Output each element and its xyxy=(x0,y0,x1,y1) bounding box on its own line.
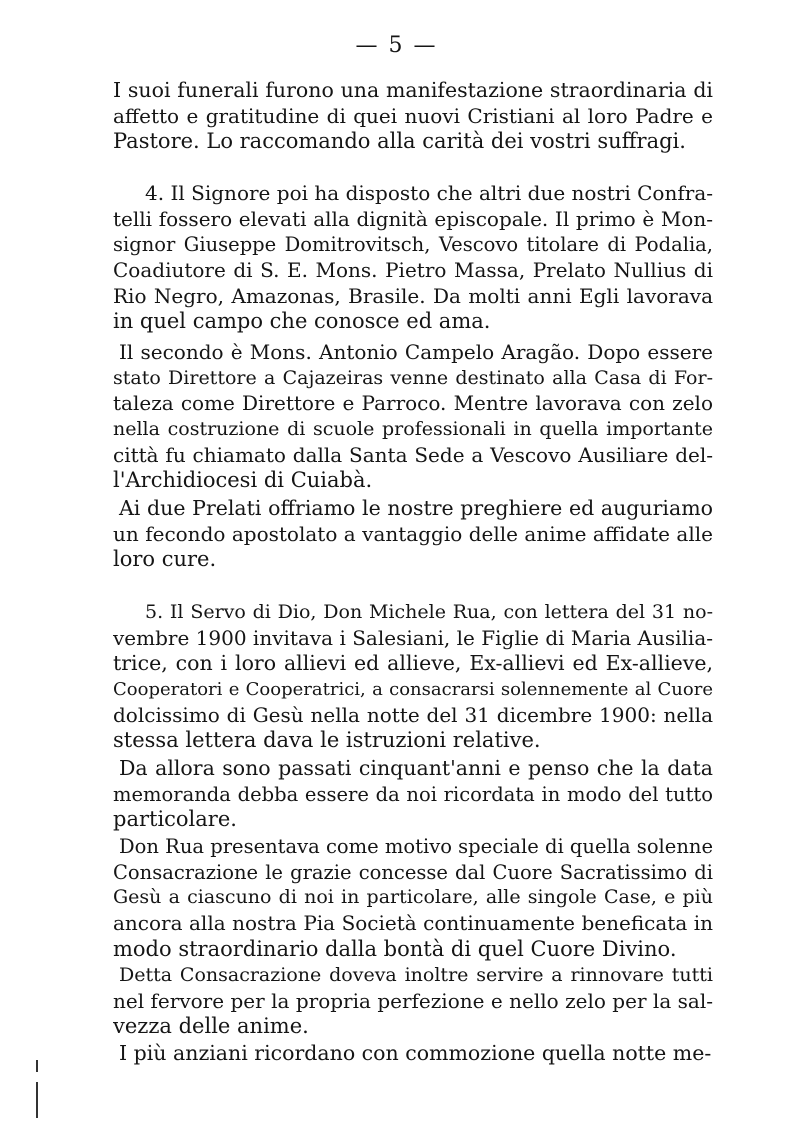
text-line: I suoi funerali furono una manifestazione straordinaria di xyxy=(113,78,713,102)
text-line: taleza come Direttore e Parroco. Mentre lavorava con zelo xyxy=(113,391,713,416)
text-line: Il secondo è Mons. Antonio Campelo Aragão. Dopo essere xyxy=(119,340,713,364)
text-line: Gesù a ciascuno di noi in particolare, alle singole Case, e più xyxy=(113,886,713,909)
text-line: l'Archidiocesi di Cuiabà. xyxy=(113,468,373,493)
paragraph-anziani xyxy=(113,1041,713,1067)
text-line: città fu chiamato dalla Santa Sede a Vescovo Ausiliare del- xyxy=(113,442,713,467)
paragraph-5-don-rua xyxy=(113,600,713,754)
text-line: Pastore. Lo raccomando alla carità dei vostri suffragi. xyxy=(113,129,686,154)
text-line: un fecondo apostolato a vantaggio delle anime affidate alle xyxy=(113,521,713,546)
paragraph-4-confratelli xyxy=(113,181,713,335)
text-line: Da allora sono passati cinquant'anni e penso che la data xyxy=(119,756,713,780)
text-line: trice, con i loro allievi ed allieve, Ex-allievi ed Ex-allieve, xyxy=(113,651,713,676)
scan-mark xyxy=(36,1060,38,1072)
text-line: dolcissimo di Gesù nella notte del 31 dicembre 1900: nella xyxy=(113,702,713,727)
text-line: Rio Negro, Amazonas, Brasile. Da molti anni Egli lavorava xyxy=(113,283,713,308)
text-line: Consacrazione le grazie concesse dal Cuore Sacratissimo di xyxy=(113,860,713,884)
text-line: vembre 1900 invitava i Salesiani, le Figlie di Maria Ausilia- xyxy=(113,625,713,650)
text-line: 5. Il Servo di Dio, Don Michele Rua, con lettera del 31 no- xyxy=(145,601,713,623)
text-line: memoranda debba essere da noi ricordata in modo del tutto xyxy=(113,782,713,806)
text-line: Cooperatori e Cooperatrici, a consacrarsi solennemente al Cuore xyxy=(113,679,713,701)
paragraph-secondo-vescovo xyxy=(113,340,713,494)
scan-mark xyxy=(36,1082,38,1118)
text-line: Ai due Prelati offriamo le nostre preghiere ed auguriamo xyxy=(119,496,713,520)
text-line: nel fervore per la propria perfezione e nello zelo per la sal- xyxy=(113,988,713,1013)
text-line: telli fossero elevati alla dignità episcopale. Il primo è Mon- xyxy=(113,206,713,231)
text-line: I più anziani ricordano con commozione quella notte me- xyxy=(119,1041,712,1065)
text-line: ancora alla nostra Pia Società continuamente beneficata in xyxy=(113,911,713,936)
text-line: stessa lettera dava le istruzioni relative. xyxy=(113,728,541,753)
paragraph-consacrazione-scopo xyxy=(113,963,713,1040)
text-line: loro cure. xyxy=(113,547,217,572)
paragraph-prelati xyxy=(113,496,713,573)
text-line: affetto e gratitudine di quei nuovi Cristiani al loro Padre e xyxy=(113,103,713,128)
text-line: Coadiutore di S. E. Mons. Pietro Massa, Prelato Nullius di xyxy=(113,258,713,283)
paragraph-consacrazione-motivo xyxy=(113,834,713,962)
text-line: stato Direttore a Cajazeiras venne destinato alla Casa di For- xyxy=(113,366,713,389)
text-line: modo straordinario dalla bontà di quel Cuore Divino. xyxy=(113,936,677,961)
text-line: Detta Consacrazione doveva inoltre servire a rinnovare tutti xyxy=(119,964,713,986)
text-line: vezza delle anime. xyxy=(113,1014,309,1039)
page-number: — 5 — xyxy=(355,33,438,58)
text-line: Don Rua presentava come motivo speciale di quella solenne xyxy=(119,835,713,858)
text-line: 4. Il Signore poi ha disposto che altri due nostri Confra- xyxy=(145,181,713,205)
paragraph-cinquant-anni xyxy=(113,756,713,833)
text-line: signor Giuseppe Domitrovitsch, Vescovo titolare di Podalia, xyxy=(113,233,713,257)
text-line: particolare. xyxy=(113,807,237,832)
text-line: in quel campo che conosce ed ama. xyxy=(113,309,491,334)
text-line: nella costruzione di scuole professionali in quella importante xyxy=(113,418,713,441)
paragraph-funerali xyxy=(113,78,713,155)
